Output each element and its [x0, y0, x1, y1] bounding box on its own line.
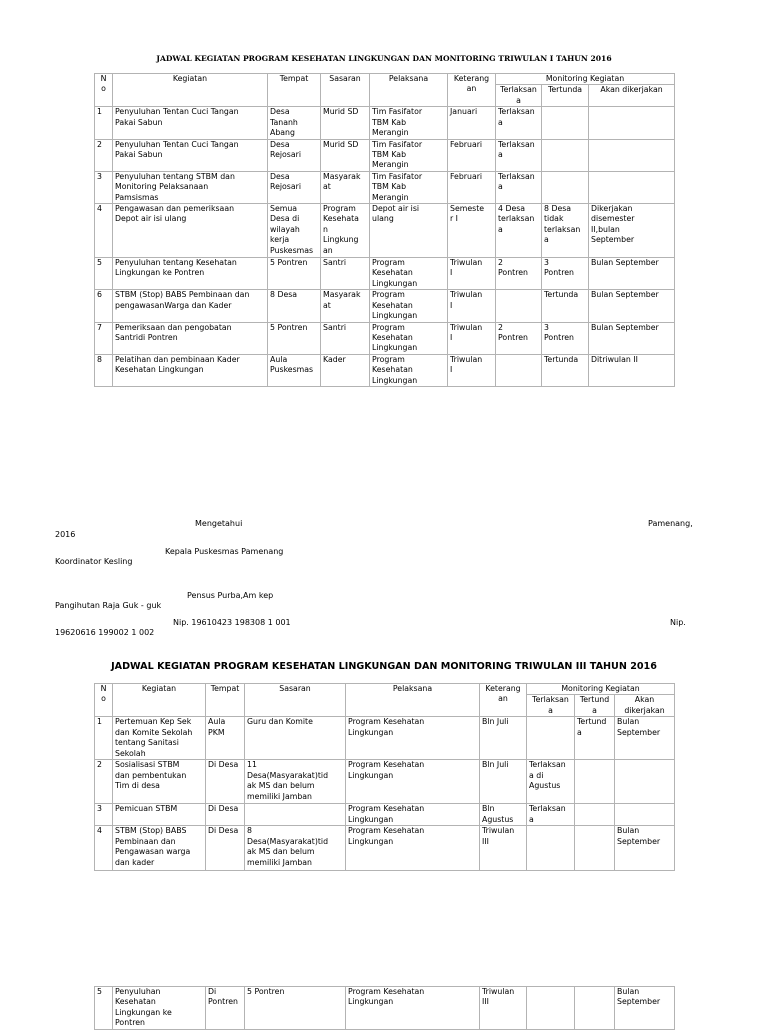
table-row: [95, 258, 675, 290]
table-row: [95, 987, 675, 1030]
cell-kegiatan: Penyuluhan Kesehatan Lingkungan ke Pontren: [113, 987, 206, 1030]
cell-kegiatan: Pelatihan dan pembinaan Kader Kesehatan Lingkungan: [113, 354, 268, 386]
cell-sasaran: 8 Desa(Masyarakat)tid ak MS dan belum memiliki Jamban: [245, 826, 346, 871]
cell-akan: [615, 804, 675, 826]
nip-1: Nip. 19610423 198308 1 001: [173, 618, 291, 627]
cell-ket: Triwulan III: [480, 987, 527, 1030]
cell-ket: Semeste r I: [448, 204, 496, 258]
cell-pelaksana: Tim Fasifator TBM Kab Merangin: [370, 171, 448, 203]
cell-tertunda: [575, 760, 615, 804]
cell-no: 8: [95, 354, 113, 386]
cell-terlaksana: Terlaksan a di Agustus: [527, 760, 575, 804]
cell-akan: Bulan September: [589, 322, 675, 354]
nip-2: 19620616 199002 1 002: [55, 628, 155, 637]
cell-no: 1: [95, 107, 113, 139]
schedule-table-q3-continued: [94, 986, 675, 1030]
cell-kegiatan: STBM (Stop) BABS Pembinaan dan pengawasanWarga dan Kader: [113, 290, 268, 322]
cell-terlaksana: 4 Desa terlaksan a: [496, 204, 542, 258]
cell-no: 2: [95, 760, 113, 804]
cell-pelaksana: Tim Fasifator TBM Kab Merangin: [370, 107, 448, 139]
schedule-table-q3: [94, 683, 675, 871]
cell-sasaran: Masyarak at: [321, 290, 370, 322]
table-row: [95, 826, 675, 871]
cell-terlaksana: Terlaksan a: [527, 804, 575, 826]
cell-akan: Ditriwulan II: [589, 354, 675, 386]
cell-sasaran: Murid SD: [321, 139, 370, 171]
header-kegiatan: Kegiatan: [113, 684, 206, 717]
header-terlaksana: Terlaksan a: [527, 695, 575, 717]
cell-sasaran: Guru dan Komite: [245, 717, 346, 760]
cell-ket: Triwulan III: [480, 826, 527, 871]
year-label: 2016: [55, 530, 76, 539]
cell-kegiatan: Pemicuan STBM: [113, 804, 206, 826]
nip-label: Nip.: [670, 618, 686, 627]
cell-akan: Bulan September: [615, 826, 675, 871]
cell-tertunda: [542, 171, 589, 203]
cell-kegiatan: Penyuluhan Tentan Cuci Tangan Pakai Sabun: [113, 107, 268, 139]
cell-sasaran: Murid SD: [321, 107, 370, 139]
cell-ket: Bln Juli: [480, 760, 527, 804]
cell-akan: [589, 171, 675, 203]
cell-ket: Februari: [448, 171, 496, 203]
cell-akan: Bulan September: [589, 258, 675, 290]
cell-kegiatan: Sosialisasi STBM dan pembentukan Tim di desa: [113, 760, 206, 804]
cell-terlaksana: Terlaksan a: [496, 107, 542, 139]
table-row: [95, 290, 675, 322]
cell-sasaran: 5 Pontren: [245, 987, 346, 1030]
cell-tertunda: Tertunda: [542, 290, 589, 322]
cell-tertunda: 3 Pontren: [542, 258, 589, 290]
cell-pelaksana: Program Kesehatan Lingkungan: [346, 804, 480, 826]
cell-sasaran: Santri: [321, 258, 370, 290]
cell-sasaran: Santri: [321, 322, 370, 354]
cell-no: 4: [95, 204, 113, 258]
cell-sasaran: Program Kesehata n Lingkung an: [321, 204, 370, 258]
cell-tertunda: [542, 107, 589, 139]
table1-title: JADWAL KEGIATAN PROGRAM KESEHATAN LINGKUNGAN DAN MONITORING TRIWULAN I TAHUN 2016: [156, 54, 612, 63]
cell-kegiatan: Penyuluhan Tentan Cuci Tangan Pakai Sabun: [113, 139, 268, 171]
cell-no: 2: [95, 139, 113, 171]
cell-tempat: Desa Tananh Abang: [268, 107, 321, 139]
cell-tertunda: 8 Desa tidak terlaksan a: [542, 204, 589, 258]
cell-tempat: Aula PKM: [206, 717, 245, 760]
cell-akan: Bulan September: [589, 290, 675, 322]
cell-akan: [589, 107, 675, 139]
header-terlaksana: Terlaksan a: [496, 85, 542, 107]
cell-kegiatan: Penyuluhan tentang STBM dan Monitoring Pelaksanaan Pamsismas: [113, 171, 268, 203]
table-row: [95, 204, 675, 258]
kepala-puskesmas-label: Kepala Puskesmas Pamenang: [165, 547, 284, 556]
cell-sasaran: 11 Desa(Masyarakat)tid ak MS dan belum memiliki Jamban: [245, 760, 346, 804]
cell-pelaksana: Program Kesehatan Lingkungan: [346, 987, 480, 1030]
cell-pelaksana: Program Kesehatan Lingkungan: [370, 322, 448, 354]
cell-terlaksana: Terlaksan a: [496, 171, 542, 203]
signer-name-2: Pangihutan Raja Guk - guk: [55, 601, 162, 610]
cell-ket: Triwulan I: [448, 258, 496, 290]
cell-pelaksana: Program Kesehatan Lingkungan: [370, 354, 448, 386]
cell-kegiatan: Pemeriksaan dan pengobatan Santridi Pontren: [113, 322, 268, 354]
cell-sasaran: Masyarak at: [321, 171, 370, 203]
header-no: N o: [95, 684, 113, 717]
table-row: [95, 171, 675, 203]
schedule-table-q1: [94, 73, 675, 387]
cell-akan: Bulan September: [615, 717, 675, 760]
header-monitoring: Monitoring Kegiatan: [527, 684, 675, 695]
cell-tempat: 5 Pontren: [268, 258, 321, 290]
cell-tempat: Di Pontren: [206, 987, 245, 1030]
cell-tertunda: [575, 987, 615, 1030]
cell-tempat: Aula Puskesmas: [268, 354, 321, 386]
cell-kegiatan: STBM (Stop) BABS Pembinaan dan Pengawasan warga dan kader: [113, 826, 206, 871]
cell-akan: [589, 139, 675, 171]
cell-tempat: 8 Desa: [268, 290, 321, 322]
signer-name-1: Pensus Purba,Am kep: [187, 591, 274, 600]
cell-terlaksana: [496, 290, 542, 322]
cell-kegiatan: Penyuluhan tentang Kesehatan Lingkungan ke Pontren: [113, 258, 268, 290]
cell-tertunda: [542, 139, 589, 171]
cell-no: 3: [95, 804, 113, 826]
cell-ket: Triwulan I: [448, 290, 496, 322]
table-row: [95, 107, 675, 139]
cell-terlaksana: [527, 987, 575, 1030]
cell-pelaksana: Program Kesehatan Lingkungan: [346, 760, 480, 804]
header-tertunda: Tertunda: [542, 85, 589, 107]
table-row: [95, 804, 675, 826]
cell-pelaksana: Depot air isi ulang: [370, 204, 448, 258]
header-sasaran: Sasaran: [321, 74, 370, 107]
cell-ket: Februari: [448, 139, 496, 171]
table-row: [95, 354, 675, 386]
cell-tertunda: Tertunda: [542, 354, 589, 386]
cell-tertunda: 3 Pontren: [542, 322, 589, 354]
place-label: Pamenang,: [648, 519, 693, 528]
cell-tertunda: [575, 804, 615, 826]
cell-terlaksana: [527, 717, 575, 760]
table-row: [95, 322, 675, 354]
cell-ket: Bln Agustus: [480, 804, 527, 826]
cell-tempat: Di Desa: [206, 760, 245, 804]
header-kegiatan: Kegiatan: [113, 74, 268, 107]
cell-no: 6: [95, 290, 113, 322]
cell-sasaran: Kader: [321, 354, 370, 386]
cell-pelaksana: Program Kesehatan Lingkungan: [346, 717, 480, 760]
cell-tempat: Desa Rejosari: [268, 171, 321, 203]
header-pelaksana: Pelaksana: [346, 684, 480, 717]
cell-ket: Triwulan I: [448, 322, 496, 354]
cell-no: 3: [95, 171, 113, 203]
cell-tempat: 5 Pontren: [268, 322, 321, 354]
cell-no: 4: [95, 826, 113, 871]
header-keterangan: Keterang an: [448, 74, 496, 107]
header-tempat: Tempat: [268, 74, 321, 107]
cell-terlaksana: 2 Pontren: [496, 322, 542, 354]
cell-terlaksana: [527, 826, 575, 871]
cell-pelaksana: Program Kesehatan Lingkungan: [370, 290, 448, 322]
cell-kegiatan: Pengawasan dan pemeriksaan Depot air isi ulang: [113, 204, 268, 258]
cell-ket: Januari: [448, 107, 496, 139]
table-row: [95, 717, 675, 760]
cell-pelaksana: Program Kesehatan Lingkungan: [346, 826, 480, 871]
table-row: [95, 139, 675, 171]
cell-tempat: Di Desa: [206, 804, 245, 826]
header-tempat: Tempat: [206, 684, 245, 717]
cell-tempat: Semua Desa di wilayah kerja Puskesmas: [268, 204, 321, 258]
cell-no: 5: [95, 987, 113, 1030]
header-pelaksana: Pelaksana: [370, 74, 448, 107]
header-sasaran: Sasaran: [245, 684, 346, 717]
cell-tempat: Desa Rejosari: [268, 139, 321, 171]
table-row: [95, 760, 675, 804]
cell-ket: Triwulan I: [448, 354, 496, 386]
cell-akan: [615, 760, 675, 804]
cell-pelaksana: Program Kesehatan Lingkungan: [370, 258, 448, 290]
cell-pelaksana: Tim Fasifator TBM Kab Merangin: [370, 139, 448, 171]
cell-terlaksana: Terlaksan a: [496, 139, 542, 171]
cell-akan: Dikerjakan disemester II,bulan September: [589, 204, 675, 258]
cell-akan: Bulan September: [615, 987, 675, 1030]
cell-no: 7: [95, 322, 113, 354]
cell-no: 1: [95, 717, 113, 760]
cell-tempat: Di Desa: [206, 826, 245, 871]
cell-kegiatan: Pertemuan Kep Sek dan Komite Sekolah tentang Sanitasi Sekolah: [113, 717, 206, 760]
cell-ket: Bln Juli: [480, 717, 527, 760]
header-no: N o: [95, 74, 113, 107]
mengetahui-label: Mengetahui: [195, 519, 243, 528]
header-tertunda: Tertund a: [575, 695, 615, 717]
cell-no: 5: [95, 258, 113, 290]
header-monitoring: Monitoring Kegiatan: [496, 74, 675, 85]
header-keterangan: Keterang an: [480, 684, 527, 717]
cell-tertunda: Tertund a: [575, 717, 615, 760]
koordinator-label: Koordinator Kesling: [55, 557, 133, 566]
cell-terlaksana: [496, 354, 542, 386]
cell-sasaran: [245, 804, 346, 826]
table2-title: JADWAL KEGIATAN PROGRAM KESEHATAN LINGKUNGAN DAN MONITORING TRIWULAN III TAHUN 2016: [111, 661, 657, 672]
cell-tertunda: [575, 826, 615, 871]
cell-terlaksana: 2 Pontren: [496, 258, 542, 290]
header-akan-dikerjakan: Akan dikerjakan: [589, 85, 675, 107]
header-akan-dikerjakan: Akan dikerjakan: [615, 695, 675, 717]
